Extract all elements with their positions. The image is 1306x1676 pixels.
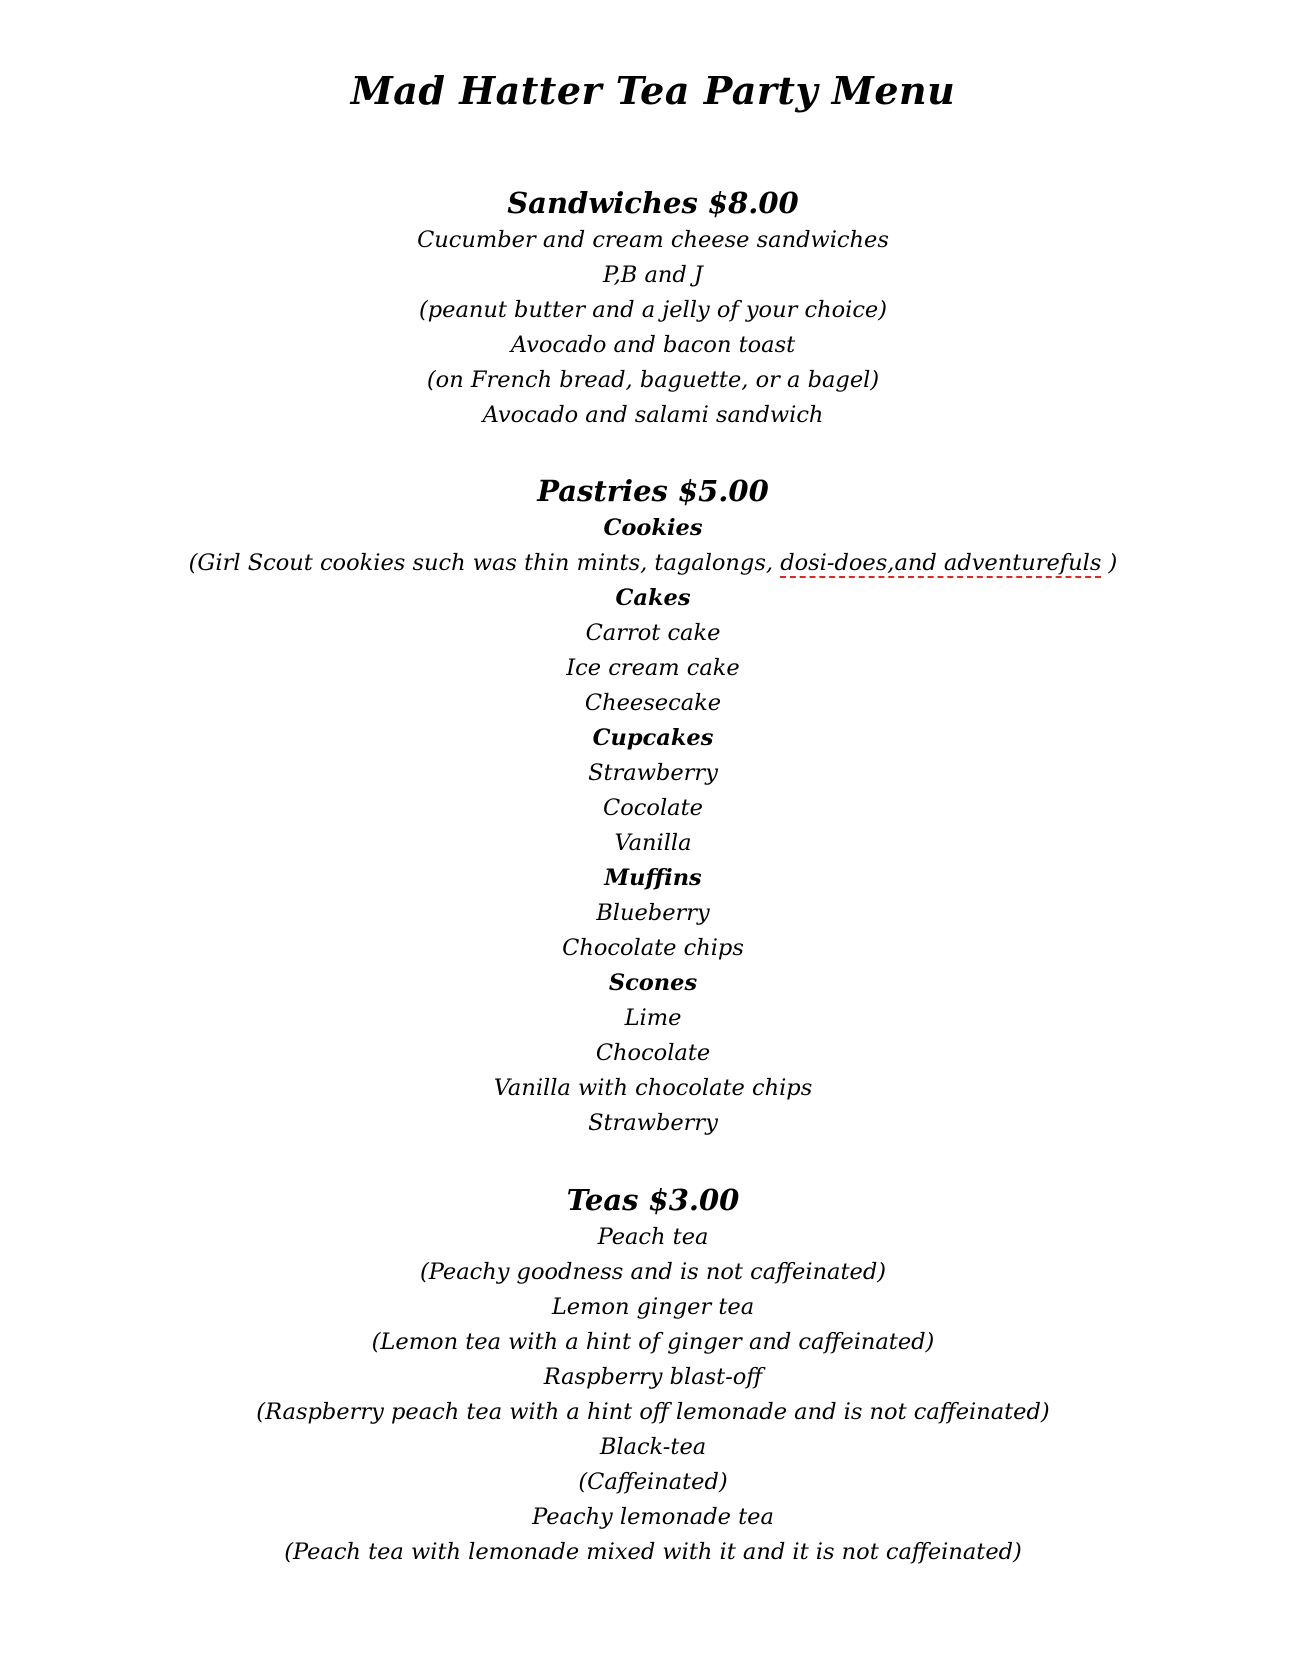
cupcake-item: Vanilla [614, 830, 692, 856]
sandwich-item-note: (peanut butter and a jelly of your choice) [418, 297, 888, 323]
menu-title: Mad Hatter Tea Party Menu [350, 68, 956, 113]
scone-item: Lime [624, 1005, 682, 1031]
spellcheck-flagged-text: dosi-does,and adventurefuls [780, 550, 1102, 576]
sandwiches-section [0, 183, 1306, 433]
scone-item: Chocolate [595, 1040, 711, 1066]
sandwich-item: Avocado and bacon toast [510, 332, 796, 358]
cookies-description [0, 546, 1306, 581]
cupcakes-subheading: Cupcakes [592, 725, 714, 751]
tea-item-note: (Peachy goodness and is not caffeinated) [419, 1259, 887, 1285]
tea-item-note: (Peach tea with lemonade mixed with it and it is not caffeinated) [284, 1539, 1022, 1565]
sandwich-item: P,B and J [603, 262, 703, 288]
tea-item: Peach tea [597, 1224, 709, 1250]
cake-item: Ice cream cake [566, 655, 740, 681]
pastries-heading: Pastries $5.00 [537, 474, 769, 508]
pastries-section [0, 471, 1306, 1141]
cookies-description-start: (Girl Scout cookies such was thin mints, tagalongs, [188, 550, 781, 576]
cookies-description-end: ) [1101, 550, 1118, 576]
tea-item: Peachy lemonade tea [532, 1504, 774, 1530]
cookies-subheading: Cookies [603, 515, 703, 541]
cake-item: Carrot cake [585, 620, 721, 646]
cupcake-item: Cocolate [603, 795, 703, 821]
scone-item: Vanilla with chocolate chips [493, 1075, 813, 1101]
muffins-subheading: Muffins [604, 865, 702, 891]
tea-item-note: (Lemon tea with a hint of ginger and caffeinated) [371, 1329, 935, 1355]
scones-subheading: Scones [608, 970, 698, 996]
muffin-item: Chocolate chips [562, 935, 744, 961]
sandwich-item: Cucumber and cream cheese sandwiches [417, 227, 889, 253]
teas-section [0, 1180, 1306, 1570]
cakes-subheading: Cakes [615, 585, 691, 611]
sandwich-item-note: (on French bread, baguette, or a bagel) [426, 367, 880, 393]
muffin-item: Blueberry [596, 900, 710, 926]
cupcake-item: Strawberry [588, 760, 718, 786]
tea-item: Lemon ginger tea [551, 1294, 755, 1320]
tea-item-note: (Caffeinated) [578, 1469, 728, 1495]
tea-item-note: (Raspberry peach tea with a hint off lemonade and is not caffeinated) [256, 1399, 1050, 1425]
cake-item: Cheesecake [584, 690, 722, 716]
teas-heading: Teas $3.00 [566, 1183, 740, 1217]
sandwiches-heading: Sandwiches $8.00 [507, 186, 799, 220]
sandwich-item: Avocado and salami sandwich [482, 402, 824, 428]
tea-item: Raspberry blast-off [543, 1364, 763, 1390]
scone-item: Strawberry [588, 1110, 718, 1136]
tea-item: Black-tea [599, 1434, 707, 1460]
